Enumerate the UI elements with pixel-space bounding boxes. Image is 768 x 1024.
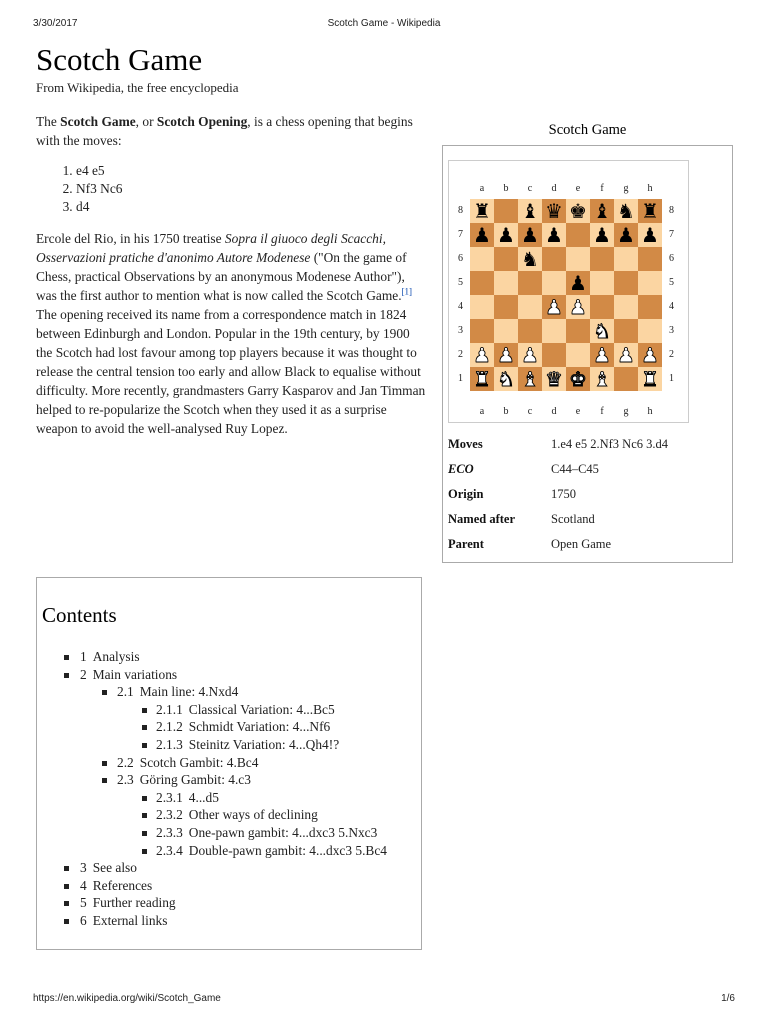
board-square xyxy=(590,247,614,271)
board-square xyxy=(566,319,590,343)
file-label: a xyxy=(479,406,485,417)
file-label: c xyxy=(527,406,533,417)
black-pawn-icon: ♟ xyxy=(521,223,539,247)
board-square xyxy=(518,295,542,319)
file-label: g xyxy=(623,406,629,417)
infobox-row xyxy=(448,482,727,507)
board-square xyxy=(518,319,542,343)
board-square xyxy=(542,319,566,343)
file-label: g xyxy=(623,183,629,194)
board-square xyxy=(590,199,614,223)
toc-label[interactable]: Steinitz Variation: 4...Qh4!? xyxy=(188,736,340,752)
infobox-label: Origin xyxy=(448,487,484,501)
board-square xyxy=(494,247,518,271)
toc-label[interactable]: Double-pawn gambit: 4...dxc3 5.Bc4 xyxy=(188,842,387,858)
board-square xyxy=(638,319,662,343)
toc-item[interactable] xyxy=(37,648,387,666)
black-knight-icon: ♞ xyxy=(617,199,635,223)
board-square xyxy=(566,271,590,295)
toc-item[interactable] xyxy=(37,754,387,772)
board-square xyxy=(638,295,662,319)
rank-labels-left xyxy=(458,199,468,391)
bold-scotch-game: Scotch Game xyxy=(60,114,136,129)
infobox xyxy=(442,145,733,563)
white-pawn-icon: ♟ xyxy=(593,343,611,367)
toc-item[interactable] xyxy=(37,859,387,877)
board-square xyxy=(470,199,494,223)
rank-label: 3 xyxy=(669,325,674,336)
treatise-title: Sopra il giuoco degli Scacchi, Osservazioni pratiche d'anonimo Autore Modenese xyxy=(36,231,386,265)
toc-label[interactable]: Main variations xyxy=(92,666,178,682)
board-square xyxy=(566,223,590,247)
file-label: b xyxy=(503,183,509,194)
infobox-label: Moves xyxy=(448,437,483,451)
chess-diagram xyxy=(448,160,689,423)
board-square xyxy=(614,271,638,295)
infobox-value: 1750 xyxy=(551,487,576,501)
board-square xyxy=(494,271,518,295)
white-pawn-icon: ♟ xyxy=(569,295,587,319)
board-square xyxy=(638,247,662,271)
board-square xyxy=(494,367,518,391)
toc-item[interactable] xyxy=(37,894,387,912)
white-king-icon: ♚ xyxy=(569,367,587,391)
board-square xyxy=(518,343,542,367)
toc-label[interactable]: External links xyxy=(92,912,168,928)
file-label: c xyxy=(527,183,533,194)
board-square xyxy=(590,271,614,295)
toc-number: 5 xyxy=(80,895,87,911)
board-square xyxy=(614,367,638,391)
toc-label[interactable]: Scotch Gambit: 4.Bc4 xyxy=(139,754,259,770)
infobox-value: Scotland xyxy=(551,512,595,526)
infobox-value: C44–C45 xyxy=(551,462,599,476)
toc-label[interactable]: See also xyxy=(92,860,137,876)
board-square xyxy=(614,247,638,271)
board-square xyxy=(494,343,518,367)
board-square xyxy=(566,247,590,271)
board-square xyxy=(590,295,614,319)
black-rook-icon: ♜ xyxy=(641,199,659,223)
black-knight-icon: ♞ xyxy=(521,247,539,271)
tagline: From Wikipedia, the free encyclopedia xyxy=(36,80,239,95)
toc-number: 2.3.4 xyxy=(156,842,183,858)
board-square xyxy=(638,199,662,223)
board-square xyxy=(566,343,590,367)
toc-item[interactable] xyxy=(37,877,387,895)
reference-link[interactable]: [1] xyxy=(401,286,413,297)
board-square xyxy=(638,271,662,295)
board-square xyxy=(638,343,662,367)
black-pawn-icon: ♟ xyxy=(545,223,563,247)
board-square xyxy=(518,223,542,247)
board-square xyxy=(542,223,566,247)
infobox-label: Named after xyxy=(448,512,515,526)
board-square xyxy=(614,319,638,343)
toc-number: 2.1.2 xyxy=(156,719,183,735)
file-label: h xyxy=(647,183,653,194)
board-square xyxy=(542,247,566,271)
white-pawn-icon: ♟ xyxy=(545,295,563,319)
toc-item[interactable] xyxy=(37,771,387,789)
black-queen-icon: ♛ xyxy=(545,199,563,223)
toc-number: 6 xyxy=(80,912,87,928)
white-pawn-icon: ♟ xyxy=(617,343,635,367)
file-label: e xyxy=(575,183,581,194)
toc-label[interactable]: Schmidt Variation: 4...Nf6 xyxy=(188,719,331,735)
toc-item[interactable] xyxy=(37,912,387,930)
toc-item[interactable] xyxy=(37,736,387,754)
black-pawn-icon: ♟ xyxy=(617,223,635,247)
toc-item[interactable] xyxy=(37,701,387,719)
board-square xyxy=(470,367,494,391)
toc-item[interactable] xyxy=(37,806,387,824)
move-item: 3. d4 xyxy=(76,198,426,216)
print-date: 3/30/2017 xyxy=(33,18,78,29)
board-square xyxy=(542,367,566,391)
intro-paragraph: The Scotch Game, or Scotch Opening, is a chess opening that begins with the moves: xyxy=(36,114,413,148)
file-label: a xyxy=(479,183,485,194)
board-square xyxy=(518,247,542,271)
file-label: b xyxy=(503,406,509,417)
black-pawn-icon: ♟ xyxy=(497,223,515,247)
print-page-number: 1/6 xyxy=(721,993,735,1004)
chess-board xyxy=(470,199,662,391)
board-square xyxy=(518,199,542,223)
board-square xyxy=(494,295,518,319)
file-label: f xyxy=(600,406,604,417)
rank-label: 3 xyxy=(458,325,463,336)
black-pawn-icon: ♟ xyxy=(593,223,611,247)
board-square xyxy=(470,247,494,271)
board-square xyxy=(590,343,614,367)
board-square xyxy=(638,367,662,391)
infobox-label: ECO xyxy=(448,462,474,476)
black-rook-icon: ♜ xyxy=(473,199,491,223)
toc-item[interactable] xyxy=(37,666,387,684)
white-rook-icon: ♜ xyxy=(641,367,659,391)
toc-number: 2.3.3 xyxy=(156,824,183,840)
toc-number: 2.2 xyxy=(117,754,134,770)
board-square xyxy=(614,343,638,367)
print-url: https://en.wikipedia.org/wiki/Scotch_Game xyxy=(33,993,221,1004)
black-pawn-icon: ♟ xyxy=(569,271,587,295)
toc-label[interactable]: Further reading xyxy=(92,895,176,911)
board-square xyxy=(590,319,614,343)
board-square xyxy=(494,199,518,223)
board-square xyxy=(518,367,542,391)
infobox-value: Open Game xyxy=(551,537,612,551)
toc-label[interactable]: Classical Variation: 4...Bc5 xyxy=(188,701,335,717)
file-label: d xyxy=(551,406,557,417)
rank-label: 8 xyxy=(458,205,463,216)
move-list xyxy=(36,162,426,216)
toc-label[interactable]: Main line: 4.Nxd4 xyxy=(139,684,239,700)
file-label: h xyxy=(647,406,653,417)
toc-label[interactable]: Other ways of declining xyxy=(188,807,318,823)
file-label: f xyxy=(600,183,604,194)
white-rook-icon: ♜ xyxy=(473,367,491,391)
white-bishop-icon: ♝ xyxy=(521,367,539,391)
white-bishop-icon: ♝ xyxy=(593,367,611,391)
toc-number: 2.3.2 xyxy=(156,807,183,823)
white-pawn-icon: ♟ xyxy=(521,343,539,367)
toc-title: Contents xyxy=(42,603,117,627)
toc-label[interactable]: 4...d5 xyxy=(188,789,219,805)
table-of-contents xyxy=(36,577,422,950)
rank-label: 2 xyxy=(458,349,463,360)
infobox-value: 1.e4 e5 2.Nf3 Nc6 3.d4 xyxy=(551,437,668,451)
black-bishop-icon: ♝ xyxy=(593,199,611,223)
infobox-label: Parent xyxy=(448,537,484,551)
board-square xyxy=(614,295,638,319)
file-labels-top xyxy=(470,183,662,194)
article-intro xyxy=(36,112,426,438)
black-pawn-icon: ♟ xyxy=(473,223,491,247)
white-knight-icon: ♞ xyxy=(497,367,515,391)
print-page-title: Scotch Game - Wikipedia xyxy=(327,18,441,29)
infobox-row xyxy=(448,432,727,457)
black-pawn-icon: ♟ xyxy=(641,223,659,247)
toc-number: 2.3 xyxy=(117,772,134,788)
board-square xyxy=(470,223,494,247)
board-square xyxy=(470,343,494,367)
rank-labels-right xyxy=(669,199,679,391)
page-title: Scotch Game xyxy=(36,42,203,77)
board-square xyxy=(638,223,662,247)
black-king-icon: ♚ xyxy=(569,199,587,223)
board-square xyxy=(566,367,590,391)
rank-label: 1 xyxy=(669,373,674,384)
toc-number: 2.3.1 xyxy=(156,789,183,805)
white-pawn-icon: ♟ xyxy=(473,343,491,367)
toc-number: 4 xyxy=(80,877,87,893)
board-square xyxy=(542,271,566,295)
board-square xyxy=(566,199,590,223)
file-label: e xyxy=(575,406,581,417)
rank-label: 1 xyxy=(458,373,463,384)
board-square xyxy=(470,271,494,295)
rank-label: 6 xyxy=(669,253,674,264)
toc-item[interactable] xyxy=(37,842,387,860)
toc-item[interactable] xyxy=(37,683,387,701)
bold-scotch-opening: Scotch Opening xyxy=(156,114,248,129)
toc-list xyxy=(37,648,387,930)
infobox-row xyxy=(448,457,727,482)
rank-label: 2 xyxy=(669,349,674,360)
rank-label: 8 xyxy=(669,205,674,216)
toc-label[interactable]: Analysis xyxy=(92,649,140,664)
history-paragraph: Ercole del Rio, in his 1750 treatise Sopra il giuoco degli Scacchi, Osservazioni pratiche d'anonimo Autore Modenese ("On the game of Chess, practical Observations by an anonymous Modenese Author"), was the first author to mention what is now called the Scotch Game.[1] The opening received its name from a correspondence match in 1824 between Edinburgh and London. Popular in the 19th century, by 1900 the Scotch had lost favour among top players because it was thought to release the central tension too early and allow Black to equalise without difficulty. More recently, grandmasters Garry Kasparov and Jan Timman helped to re-popularize the Scotch when they used it as a surprise weapon to avoid the well-analysed Ruy Lopez. xyxy=(36,231,426,436)
infobox-table xyxy=(448,432,727,557)
toc-item[interactable] xyxy=(37,718,387,736)
board-square xyxy=(542,343,566,367)
file-label: d xyxy=(551,183,557,194)
infobox-caption: Scotch Game xyxy=(548,122,627,138)
white-pawn-icon: ♟ xyxy=(497,343,515,367)
rank-label: 5 xyxy=(458,277,463,288)
board-square xyxy=(614,199,638,223)
toc-item[interactable] xyxy=(37,824,387,842)
toc-number: 1 xyxy=(80,649,87,664)
rank-label: 4 xyxy=(669,301,674,312)
toc-label[interactable]: References xyxy=(92,877,153,893)
rank-label: 5 xyxy=(669,277,674,288)
board-square xyxy=(566,295,590,319)
board-square xyxy=(494,223,518,247)
toc-number: 3 xyxy=(80,860,87,876)
rank-label: 7 xyxy=(458,229,463,240)
toc-number: 2.1 xyxy=(117,684,134,700)
board-square xyxy=(590,367,614,391)
white-queen-icon: ♛ xyxy=(545,367,563,391)
toc-label[interactable]: One-pawn gambit: 4...dxc3 5.Nxc3 xyxy=(188,824,378,840)
board-square xyxy=(542,199,566,223)
board-square xyxy=(470,295,494,319)
rank-label: 4 xyxy=(458,301,463,312)
board-square xyxy=(470,319,494,343)
toc-item[interactable] xyxy=(37,789,387,807)
board-square xyxy=(590,223,614,247)
board-square xyxy=(542,295,566,319)
infobox-row xyxy=(448,532,727,557)
rank-label: 6 xyxy=(458,253,463,264)
file-labels-bottom xyxy=(470,406,662,417)
move-item: 1. e4 e5 xyxy=(76,162,426,180)
toc-number: 2 xyxy=(80,666,87,682)
move-item: 2. Nf3 Nc6 xyxy=(76,180,426,198)
toc-number: 2.1.1 xyxy=(156,701,183,717)
infobox-row xyxy=(448,507,727,532)
toc-number: 2.1.3 xyxy=(156,736,183,752)
board-square xyxy=(614,223,638,247)
white-pawn-icon: ♟ xyxy=(641,343,659,367)
rank-label: 7 xyxy=(669,229,674,240)
white-knight-icon: ♞ xyxy=(593,319,611,343)
board-square xyxy=(518,271,542,295)
toc-label[interactable]: Göring Gambit: 4.c3 xyxy=(139,772,251,788)
board-square xyxy=(494,319,518,343)
black-bishop-icon: ♝ xyxy=(521,199,539,223)
